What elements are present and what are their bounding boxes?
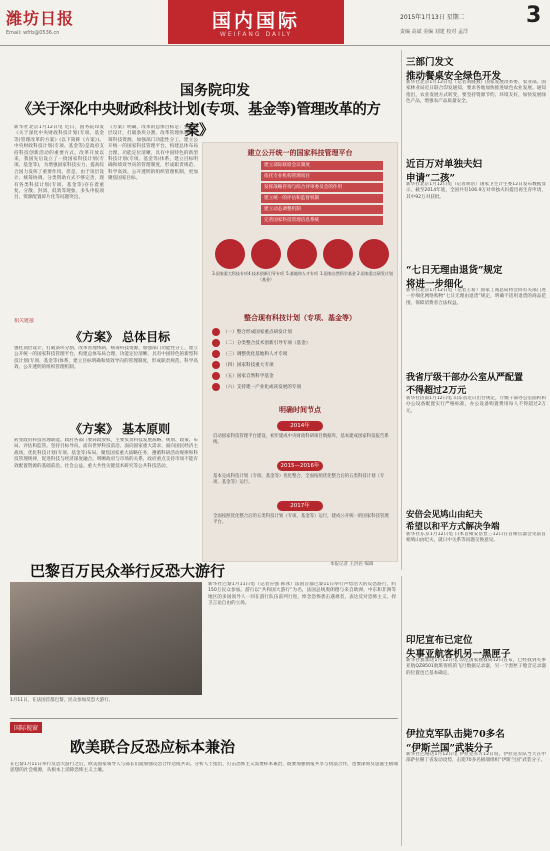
bottom-headline: 欧美联合反恐应标本兼治 xyxy=(70,738,236,756)
brief-headline: 伊拉克军队击毙70多名 “伊斯兰国”武装分子 xyxy=(406,729,505,754)
brief-text: 新华社北京1月12日电（记者王希）国家工商总局将会同有关部门进一步细化网络购物“七日无理由退货”规定，明确不适用退货的商品范围，保障消费者合法权益。 xyxy=(406,288,546,306)
brief-headline: “七日无理由退货”规定 将进一步细化 xyxy=(406,265,503,290)
brief-headline: 三部门发文 推动餐桌安全绿色开发 xyxy=(406,57,502,82)
integrate-item: （四）国家科技重大专项 xyxy=(223,363,274,368)
lead-column-2: 《方案》明确，改革的总体目标是：强化顶层设计，打破条块分割，改革管理体制，统筹科技资源，加强部门功能性分工，建立公开统一的国家科技管理平台，构建总体布局合理、功能定位清晰、具有中国特色的新型科技计划(专项、基金等)体系，建立目标明确和绩效导向的管理制度，形成职责规范、科学高效、公开透明的组织管理机制，更加聚焦国家目标。 xyxy=(108,125,198,182)
section-title: 国内国际 xyxy=(211,10,300,32)
platform-item: 依托专业机构管理项目 xyxy=(261,172,383,181)
timeline-note: 启动国家科技管理平台建设，初步建成中央财政科研项目数据库，基本建成国家科技报告系统。 xyxy=(213,434,389,445)
international-window-tag: 国际视窗 xyxy=(10,722,42,733)
bullet-dot xyxy=(212,350,220,358)
plan-circle xyxy=(287,239,317,269)
lead-kicker: 国务院印发 xyxy=(180,83,250,99)
timeline-note: 基本完成科技计划（专项、基金等）优化整合，全面按照优化整合后的五类科技计划（专项、基金等）运行。 xyxy=(213,474,385,485)
brief-text: 新华社巴格达1月12日电 伊拉克军方12日说，伊拉克军队当天在中部萨拉赫丁省发动攻势，击毙70多名极端组织“伊斯兰国”武装分子。 xyxy=(406,752,546,764)
infographic-title: 建立公开统一的国家科技管理平台 xyxy=(247,149,353,157)
bullet-dot xyxy=(212,339,220,347)
header-rule xyxy=(0,45,550,46)
integrate-item: （五）国家自然科学基金 xyxy=(223,374,274,379)
plan-label: 2.国家重点研发计划 xyxy=(357,271,393,276)
brief-text: 新华社东京1月12日电 日本首相安倍晋三12日在首相官邸会见前首相鸠山由纪夫，就日中关系等问题交换意见。 xyxy=(406,532,546,544)
page-number: 3 xyxy=(526,3,542,28)
plan-label: 1.国家自然科学基金 xyxy=(320,271,356,276)
brief-text: 新华社北京1月12日电（记者胡浩）国家卫生计生委12日发布数据显示，截至2014年底，全国共有106.9万对单独夫妇提出再生育申请，其中92万对获批。 xyxy=(406,182,546,200)
column-divider xyxy=(401,50,402,570)
infographic-credit: 本报记者 王洪岩 编辑 xyxy=(330,562,374,567)
brief-headline: 近百万对单独夫妇 申请“二孩” xyxy=(406,159,483,184)
photo-caption: 1月11日，在法国首都巴黎，民众参加反恐大游行。 xyxy=(10,698,114,703)
reform-infographic xyxy=(202,142,398,562)
related-link-heading: 相关链接 xyxy=(14,318,35,324)
timeline-year: 2017年 xyxy=(277,501,323,511)
integrate-item: （二）分类整合技术创新引导专项（基金） xyxy=(223,341,311,346)
editor-credits: 责编 高斌 美编 刘建 校对 孟洋 xyxy=(400,29,468,35)
bullet-dot xyxy=(212,328,220,336)
goals-text: 强化顶层设计，打破条块分割，改革管理体制，统筹科技资源，加强部门功能性分工，建立公开统一的国家科技管理平台，构建总体布局合理、功能定位清晰、具有中国特色的新型科技计划(专项、基金等)体系，建立目标明确和绩效导向的管理制度，形成职责规范、科学高效、公开透明的组织管理机制。 xyxy=(14,346,198,371)
platform-item: 发挥战略咨询与综合评审委员会的作用 xyxy=(261,183,383,192)
rally-photo xyxy=(10,582,202,695)
integrate-item: （三）调整优化基地和人才专项 xyxy=(223,352,288,357)
photo-story-text: 新华社巴黎1月11日电（记者应强 韩冰）法国首都巴黎11日举行声势浩大的反恐游行，约150万民众参加。游行以“共和国大游行”为名，法国总统奥朗德与来自欧洲、中东和非洲等地区的多国领导人一同在游行队伍前列行进，悼念恐怖袭击遇难者，表达反对恐怖主义、捍卫言论自由的立场。 xyxy=(208,582,396,607)
section-subtitle: WEIFANG DAILY xyxy=(219,31,293,38)
plan-label: 5.基地和人才专项 xyxy=(286,271,318,276)
plan-circle xyxy=(359,239,389,269)
brief-headline: 我省厅级干部办公室从严配置 不得超过2万元 xyxy=(406,373,524,396)
platform-item: 建立部际联席会议制度 xyxy=(261,161,383,170)
platform-item: 完善国家科技管理信息系统 xyxy=(261,216,383,225)
brief-text: 新华社北京1月12日电（记者刘晓燕）国家发展改革委、农业部、国家林业局近日联合印发通知，要求各地加快推进绿色农业发展。通知指出，农业发展方式转变，要坚持资源节约、环境友好，加快发展绿色产品，增强农产品质量安全。 xyxy=(406,80,546,105)
platform-item: 建立统一的评估和监督机制 xyxy=(261,194,383,203)
timeline-year: 2014年 xyxy=(277,421,323,431)
plan-label: 3.国家重大科技专项 xyxy=(212,271,248,276)
brief-headline: 安倍会见鸠山由纪夫 希望以和平方式解决争端 xyxy=(406,510,500,532)
section-rule xyxy=(10,718,398,719)
brief-headline: 印尼宣布已定位 失事亚航客机另一黑匣子 xyxy=(406,635,511,660)
bullet-dot xyxy=(212,383,220,391)
brief-text: 新华社济南1月12日电 山东省近日出台规定，厅级干部办公室面积和办公设备配置实行严格标准，办公设备购置费用每人不得超过2万元。 xyxy=(406,396,546,414)
timeline-note: 全面按照优化整合后的五类科技计划（专项、基金等）运行，建成公开统一的国家科技管理平台。 xyxy=(213,514,389,525)
platform-item: 建立动态调整机制 xyxy=(261,205,383,214)
principles-text: 转变政府科技管理职能。政府各部门要简政放权，主要负责科技发展战略、规划、政策、布局、评估和监管。坚持目标导向。面向世界科技前沿、面向国家重大需求、面向国民经济主战场，优化科技计划(专项、基金等)布局。聚焦国家重大战略任务，遵循科研活动规律和科技管理规律，促进科技与经济深度融合。明晰政府与市场的关系，政府重点支持市场不能有效配置资源的基础前沿、社会公益、重大共性关键技术研究等公共科技活动。 xyxy=(14,438,198,469)
photo-story-headline: 巴黎百万民众举行反恐大游行 xyxy=(30,562,226,580)
section-heading-principles: 《方案》 基本原则 xyxy=(70,422,171,436)
section-heading-goals: 《方案》 总体目标 xyxy=(70,330,171,344)
masthead-logo: 潍坊日报 xyxy=(6,9,75,28)
timeline-title: 明确时间节点 xyxy=(279,406,321,414)
issue-date: 2015年1月13日 星期二 xyxy=(400,14,465,21)
bullet-dot xyxy=(212,372,220,380)
bullet-dot xyxy=(212,361,220,369)
column-divider-lower xyxy=(401,576,402,846)
plan-circle xyxy=(251,239,281,269)
lead-column-1: 新华社北京1月12日电 近日，国务院印发《关于深化中央财政科技计划(专项、基金等)管理改革的方案》(以下简称《方案》)。中央财政科技计划(专项、基金等)是政府支持科技创新活动的重要方式。改革开放以来，我国先后设立了一批国家科技计划(专项、基金等)，为增强国家科技实力、提高综合国力发挥了重要作用。但是，由于顶层设计、统筹协调、分类资助方式不够完善，现有各类科技计划(专项、基金等)存在着重复、分散、封闭、低效等现象，多头申报项目、资源配置碎片化等问题突出。 xyxy=(14,125,104,201)
plan-label: 4.技术创新引导专项（基金） xyxy=(248,271,284,282)
integrate-item: （一）整合形成国家重点研发计划 xyxy=(223,330,292,335)
plan-circle xyxy=(323,239,353,269)
plan-circle xyxy=(215,239,245,269)
brief-text: 新华社雅加达1月12日电 印尼国家搜救局12日宣布，已经找到失事亚航QZ8501航班客机的飞行数据记录器，另一个黑匣子舱音记录器的位置也已基本确定。 xyxy=(406,658,546,676)
masthead-email: Email: wfrb@0536.cn xyxy=(6,30,60,36)
page-header xyxy=(0,0,550,44)
bottom-text: 在巴黎1月11日举行反恐大游行之后，欧美国家领导人与部长们就加强反恐合作达成共识。分析人士指出，打击恐怖主义需要标本兼治，既要加强情报共享与执法合作，也要深刻反思滋生极端思想的社会根源，从根本上消除恐怖主义土壤。 xyxy=(10,762,398,774)
lead-headline: 《关于深化中央财政科技计划(专项、基金等)管理改革的方案》 xyxy=(17,101,381,139)
integrate-title: 整合现有科技计划（专项、基金等） xyxy=(244,314,356,322)
timeline-year: 2015—2016年 xyxy=(277,461,323,471)
integrate-item: （六）支持建一产业化或该发展的专项 xyxy=(223,385,302,390)
